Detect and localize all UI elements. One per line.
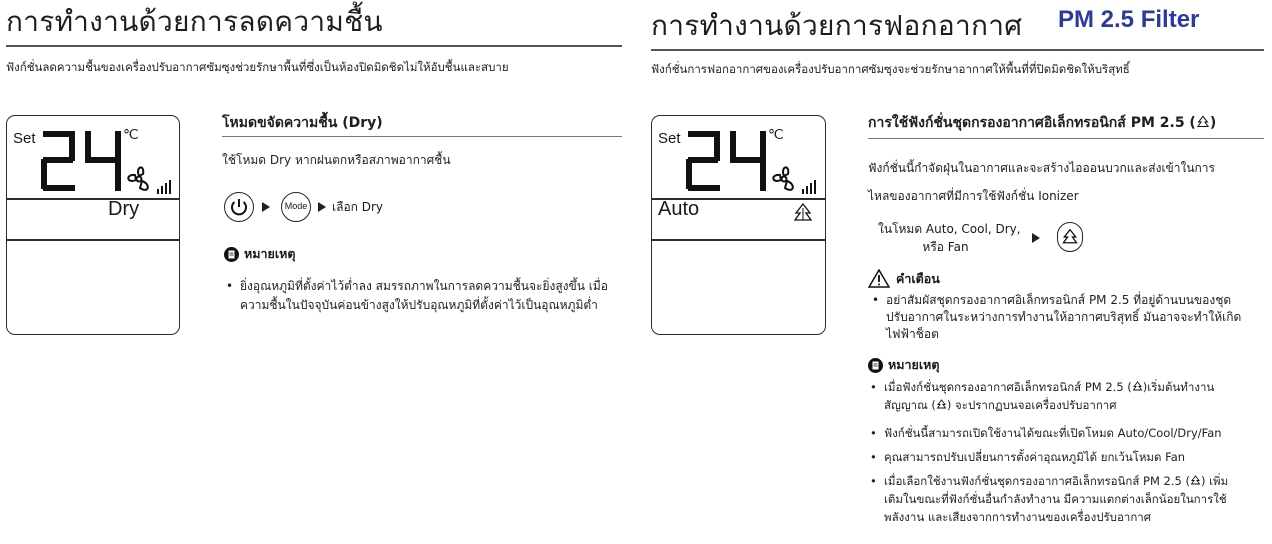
signal-bars-icon: [802, 180, 816, 194]
warning-icon: [868, 269, 890, 288]
step-arrow-icon: [318, 202, 326, 212]
display-mode-label: Dry: [108, 198, 140, 220]
dry-usage-text: ใช้โหมด Dry หากฝนตกหรือสภาพอากาศชื้น: [222, 153, 451, 167]
left-note-item: [240, 277, 625, 315]
pm25-filter-icon: [1132, 381, 1143, 392]
right-section-title: การทำงานด้วยการฟอกอากาศ: [651, 9, 1023, 42]
pm25-filter-icon: [936, 399, 947, 410]
note-icon: [224, 247, 239, 262]
display-set-label: Set: [658, 130, 681, 147]
fan-icon: [121, 162, 157, 196]
mode-condition-line: หรือ Fan: [922, 240, 969, 254]
display-unit: ℃: [123, 126, 139, 142]
left-intro-text: ฟังก์ชั่นลดความชื้นของเครื่องปรับอากาศซัมซุงช่วยรักษาพื้นที่ซึ่งเป็นห้องปิดมิดชิดไม่ให้อับชื้นและสบาย: [6, 60, 509, 74]
pm25-filter-badge: PM 2.5 Filter: [1058, 6, 1200, 33]
description-line: ฟังก์ชั่นนี้กำจัดฝุ่นในอากาศและจะสร้างไอออนบวกและส่งเข้าในการ: [868, 161, 1215, 175]
note-text: คุณสามารถปรับเปลี่ยนการตั้งค่าอุณหภูมิได้ ยกเว้นโหมด Fan: [884, 450, 1186, 464]
display-divider: [7, 198, 179, 200]
note-icon: [868, 358, 883, 373]
note-text: ฟังก์ชั่นนี้สามารถเปิดใช้งานได้ขณะที่เปิดโหมด Auto/Cool/Dry/Fan: [884, 426, 1222, 440]
note-text: เมื่อเลือกใช้งานฟังก์ชั่นชุดกรองอากาศอิเล็กทรอนิกส์ PM 2.5 (: [884, 474, 1190, 488]
note-text: พลังงาน และเสียงจากการทำงานของเครื่องปรับอากาศ: [884, 510, 1152, 524]
left-section-title: การทำงานด้วยการลดความชื้น: [6, 5, 383, 38]
note-line: ยิ่งอุณหภูมิที่ตั้งค่าไว้ต่ำลง สมรรถภาพในการลดความชื้นจะยิ่งสูงขึ้น เมื่อ: [240, 279, 608, 293]
right-title-divider: [651, 49, 1264, 51]
fan-icon: [766, 162, 802, 196]
display-divider: [652, 239, 825, 241]
right-note-item: [884, 472, 1268, 526]
right-note-item: [884, 424, 1268, 443]
display-temperature-digits: [39, 129, 125, 193]
display-divider: [7, 239, 179, 241]
pm25-description: [868, 154, 1215, 210]
note-text: สัญญาณ (: [884, 398, 936, 412]
warning-line: ไฟฟ้าช็อต: [886, 327, 939, 341]
note-text: ) จะปรากฏบนจอเครื่องปรับอากาศ: [946, 398, 1117, 412]
note-text: ) เพิ่ม: [1200, 474, 1229, 488]
note-text: )เริ่มต้นทำงาน: [1142, 380, 1215, 394]
note-line: ความชื้นในปัจจุบันค่อนข้างสูงให้ปรับอุณหภูมิที่ตั้งค่าไว้เป็นอุณหภูมิต่ำ: [240, 298, 598, 312]
right-note-item: [884, 448, 1268, 467]
display-mode-label: Auto: [658, 198, 700, 220]
subtitle-divider: [868, 138, 1264, 139]
warning-heading: คำเตือน: [896, 271, 940, 286]
select-dry-text: เลือก Dry: [332, 200, 384, 214]
purifier-mode-display-panel: [651, 115, 826, 335]
mode-condition-text: [878, 220, 1021, 256]
mode-condition-line: ในโหมด Auto, Cool, Dry,: [878, 222, 1021, 236]
pm25-subtitle-text: การใช้ฟังก์ชั่นชุดกรองอากาศอิเล็กทรอนิกส์ PM 2.5 (: [868, 115, 1196, 131]
left-note-heading: หมายเหตุ: [244, 246, 296, 261]
pm25-filter-icon: [1196, 115, 1210, 129]
right-note-heading: หมายเหตุ: [888, 357, 940, 372]
step-arrow-icon: [1032, 233, 1040, 243]
dry-mode-subtitle: โหมดขจัดความชื้น (Dry): [222, 115, 383, 131]
mode-button-label: Mode: [284, 201, 308, 211]
note-text: เมื่อฟังก์ชั่นชุดกรองอากาศอิเล็กทรอนิกส์ PM 2.5 (: [884, 380, 1132, 394]
right-intro-text: ฟังก์ชั่นการฟอกอากาศของเครื่องปรับอากาศซัมซุงจะช่วยรักษาอากาศให้พื้นที่ที่ปิดมิดชิดให้บริสุทธิ์: [651, 62, 1130, 76]
left-title-divider: [6, 45, 622, 47]
warning-line: อย่าสัมผัสชุดกรองอากาศอิเล็กทรอนิกส์ PM 2.5 ที่อยู่ด้านบนของชุด: [886, 293, 1232, 307]
note-text: เติมในขณะที่ฟังก์ชั่นอื่นกำลังทำงาน มีความแตกต่างเล็กน้อยในการใช้: [884, 492, 1227, 506]
dry-mode-display-panel: [6, 115, 180, 335]
step-arrow-icon: [262, 202, 270, 212]
description-line: ไหลของอากาศที่มีการใช้ฟังก์ชั่น Ionizer: [868, 189, 1079, 203]
power-button-icon: [224, 192, 254, 222]
pm25-button-icon: [1057, 222, 1083, 252]
right-note-item: [884, 378, 1268, 414]
pm25-filter-icon: [792, 202, 814, 224]
subtitle-divider: [222, 136, 622, 137]
display-unit: ℃: [768, 126, 784, 142]
display-temperature-digits: [684, 129, 770, 193]
mode-button-icon: [281, 192, 311, 222]
display-set-label: Set: [13, 130, 36, 147]
signal-bars-icon: [157, 180, 171, 194]
pm25-subtitle-end: ): [1209, 115, 1217, 131]
pm25-subtitle: [868, 113, 1216, 133]
warning-line: ปรับอากาศในระหว่างการทำงานให้อากาศบริสุทธิ์ มันอาจจะทำให้เกิด: [886, 310, 1242, 324]
pm25-filter-icon: [1190, 475, 1201, 486]
warning-item: [886, 292, 1266, 343]
